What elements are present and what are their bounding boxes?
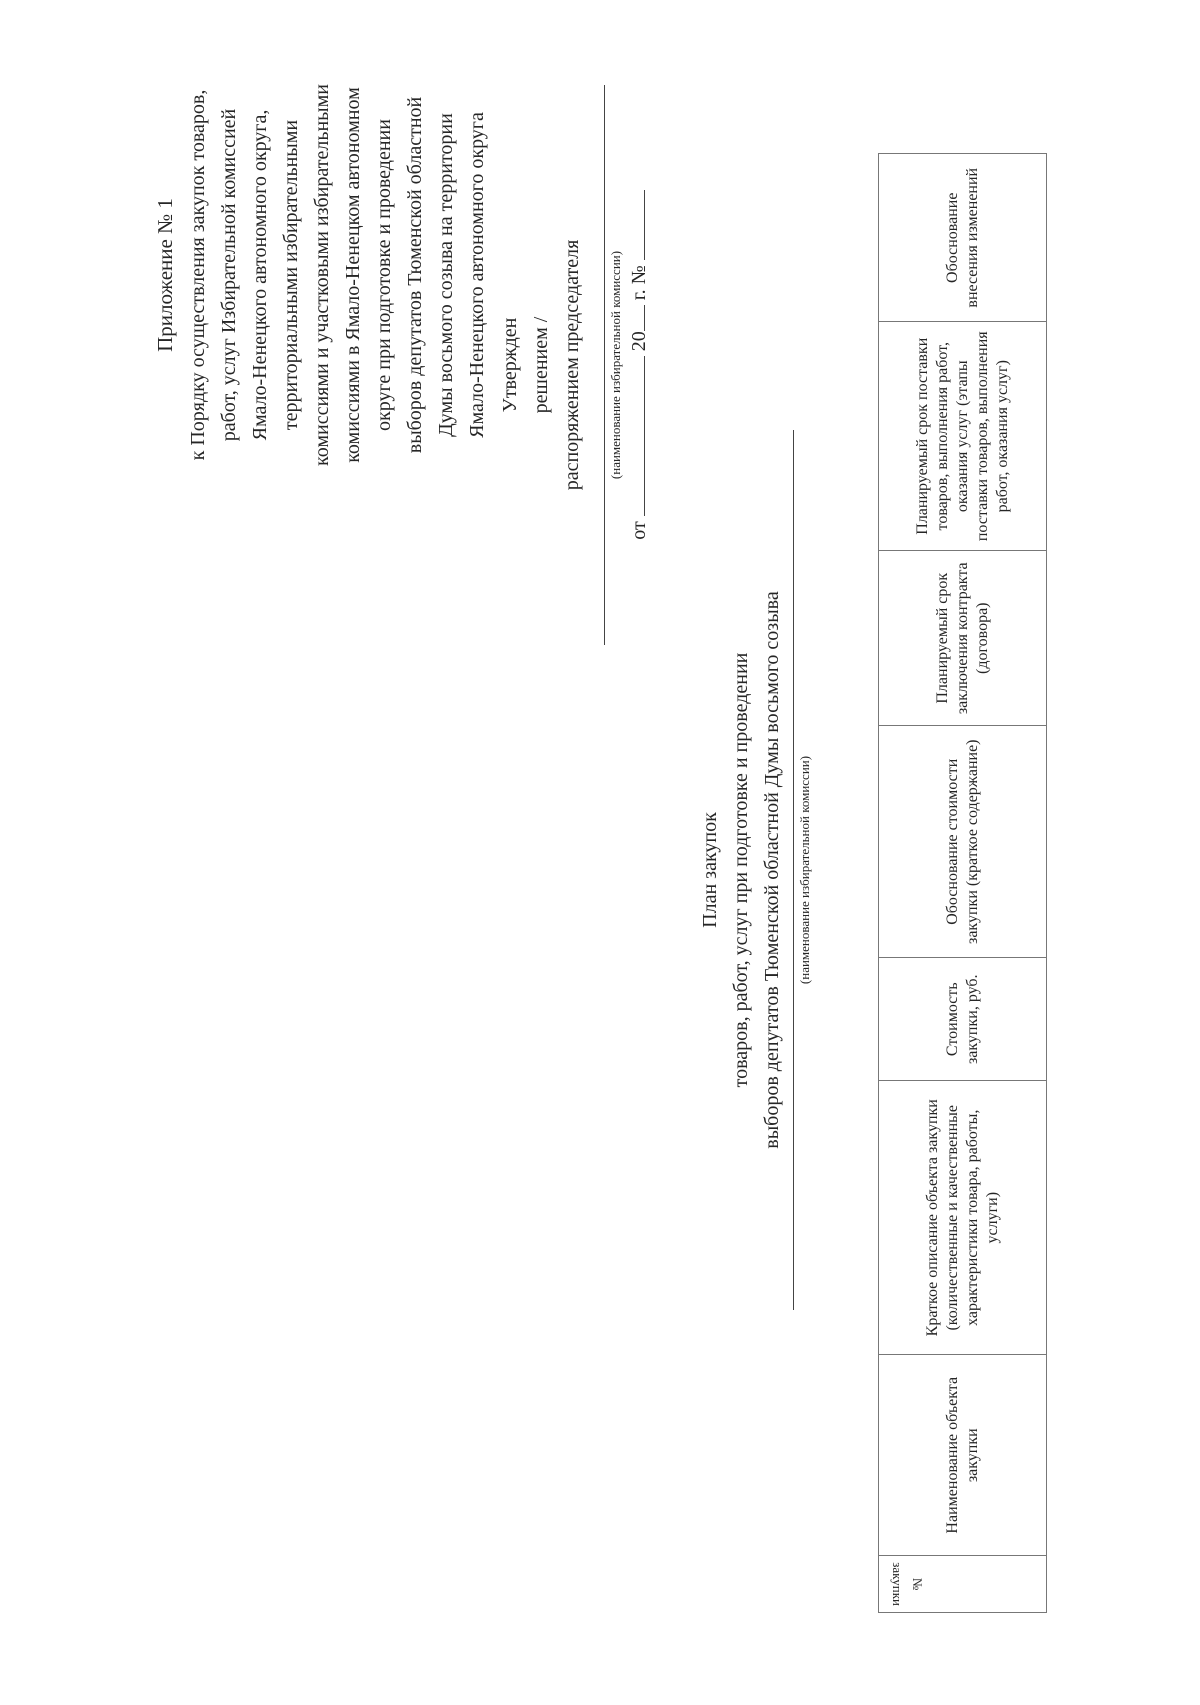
appendix-line: выборов депутатов Тюменской областной [404, 96, 426, 454]
commission-name-line [793, 430, 794, 1310]
header-cell-number: № закупки [879, 1556, 1047, 1613]
year-prefix: 20 [628, 331, 650, 352]
number-blank [626, 190, 645, 260]
approval-line: Утвержден [499, 317, 521, 413]
header-cell-contract-term: Планируемый срок заключения контракта (договора) [879, 551, 1047, 726]
year-blank [626, 305, 645, 331]
appendix-title: Приложение № 1 [153, 198, 177, 352]
procurement-plan-table [878, 153, 1047, 1613]
commission-name-caption: (наименование избирательной комиссии) [608, 250, 623, 480]
appendix-line: округе при подготовке и проведении [373, 119, 395, 431]
appendix-line: к Порядку осуществления закупок товаров, [187, 89, 209, 461]
commission-name-caption: (наименование избирательной комиссии) [797, 755, 812, 985]
header-cell-cost-justification: Обоснование стоимости закупки (краткое содержание) [879, 726, 1047, 958]
approval-line: решением / [530, 316, 552, 414]
date-prefix: от [628, 521, 650, 540]
header-cell-description: Краткое описание объекта закупки (количественные и качественные характеристики товара, работы, услуги) [879, 1081, 1047, 1355]
plan-subtitle-line: товаров, работ, услуг при подготовке и проведении [730, 652, 752, 1088]
appendix-line: территориальными избирательными [280, 119, 302, 431]
commission-name-line [604, 85, 605, 645]
appendix-line: работ, услуг Избирательной комиссией [218, 108, 240, 442]
approval-line: распоряжением председателя [561, 239, 583, 491]
header-cell-change-justification: Обоснование внесения изменений [879, 154, 1047, 322]
number-label: г. № [628, 265, 650, 301]
appendix-line: комиссиями в Ямало-Ненецком автономном [342, 87, 364, 463]
header-cell-object-name: Наименование объекта закупки [879, 1355, 1047, 1556]
header-cell-cost: Стоимость закупки, руб. [879, 958, 1047, 1081]
date-blank [626, 356, 645, 516]
appendix-line: Ямало-Ненецкого автономного округа [466, 112, 488, 438]
appendix-line: комиссиями и участковыми избирательными [311, 84, 333, 466]
header-cell-delivery-term: Планируемый срок поставки товаров, выполнения работ, оказания услуг (этапы поставки товаров, выполнения работ, оказания услуг) [879, 322, 1047, 551]
appendix-line: Ямало-Ненецкого автономного округа, [249, 109, 271, 441]
approval-block [495, 85, 652, 645]
plan-title-block [695, 430, 813, 1310]
approval-date-line [626, 85, 652, 645]
plan-title: План закупок [699, 812, 721, 928]
appendix-block [150, 45, 493, 505]
appendix-line: Думы восьмого созыва на территории [435, 113, 457, 437]
plan-subtitle-line: выборов депутатов Тюменской областной Думы восьмого созыва [761, 591, 783, 1149]
table-header-row [879, 154, 1047, 1613]
